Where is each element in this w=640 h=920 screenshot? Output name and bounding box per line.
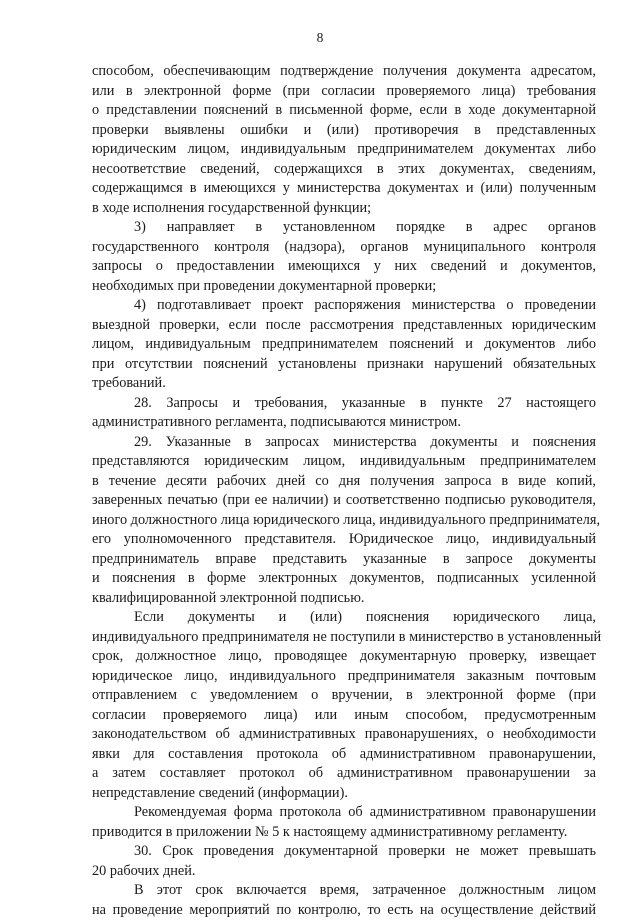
text-line: согласии проверяемого лица) или иным способом, предусмотренным — [92, 706, 596, 726]
text-line: в ходе исполнения государственной функции; — [92, 199, 596, 219]
document-body — [92, 62, 596, 920]
text-line: Если документы и (или) пояснения юридического лица, — [92, 608, 596, 628]
text-line: содержащимся в имеющихся у министерства документах и (или) полученным — [92, 179, 596, 199]
text-line: 29. Указанные в запросах министерства документы и пояснения — [92, 433, 596, 453]
text-line: приводится в приложении № 5 к настоящему административному регламенту. — [92, 823, 596, 843]
text-line: лицом, индивидуальным предпринимателем пояснений и документов либо — [92, 335, 596, 355]
text-line: необходимых при проведении документарной проверки; — [92, 277, 596, 297]
text-line: и пояснения в форме электронных документов, подписанных усиленной — [92, 569, 596, 589]
text-line: 4) подготавливает проект распоряжения министерства о проведении — [92, 296, 596, 316]
text-line: административного регламента, подписываются министром. — [92, 413, 596, 433]
text-line: требований. — [92, 374, 596, 394]
text-line: запросы о предоставлении имеющихся у них сведений и документов, — [92, 257, 596, 277]
text-line: представляются юридическим лицом, индивидуальным предпринимателем — [92, 452, 596, 472]
text-line: иного должностного лица юридического лица, индивидуального предпринимателя, — [92, 511, 596, 531]
text-line: юридическое лицо, индивидуального предпринимателя заказным почтовым — [92, 667, 596, 687]
text-line: государственного контроля (надзора), органов муниципального контроля — [92, 238, 596, 258]
text-line: 30. Срок проведения документарной проверки не может превышать — [92, 842, 596, 862]
text-line: квалифицированной электронной подписью. — [92, 589, 596, 609]
text-line: несоответствие сведений, содержащихся в этих документах, сведениям, — [92, 160, 596, 180]
text-line: проверки выявлены ошибки и (или) противоречия в представленных — [92, 121, 596, 141]
text-line: или в электронной форме (при согласии проверяемого лица) требования — [92, 82, 596, 102]
text-line: явки для составления протокола об административном правонарушении, — [92, 745, 596, 765]
text-line: на проведение мероприятий по контролю, то есть на осуществление действий — [92, 901, 596, 920]
text-line: отправлением с уведомлением о вручении, в электронной форме (при — [92, 686, 596, 706]
text-line: при отсутствии пояснений установлены признаки нарушений обязательных — [92, 355, 596, 375]
text-line: предприниматель вправе представить указанные в запросе документы — [92, 550, 596, 570]
text-line: заверенных печатью (при ее наличии) и соответственно подписью руководителя, — [92, 491, 596, 511]
text-line: способом, обеспечивающим подтверждение получения документа адресатом, — [92, 62, 596, 82]
text-line: непредставление сведений (информации). — [92, 784, 596, 804]
text-line: законодательством об административных правонарушениях, о необходимости — [92, 725, 596, 745]
text-line: выездной проверки, если после рассмотрения представленных юридическим — [92, 316, 596, 336]
text-line: юридическим лицом, индивидуальным предпринимателем документах либо — [92, 140, 596, 160]
text-line: в течение десяти рабочих дней со дня получения запроса в виде копий, — [92, 472, 596, 492]
text-line: 28. Запросы и требования, указанные в пункте 27 настоящего — [92, 394, 596, 414]
text-line: Рекомендуемая форма протокола об административном правонарушении — [92, 803, 596, 823]
text-line: срок, должностное лицо, проводящее документарную проверку, извещает — [92, 647, 596, 667]
text-line: о представлении пояснений в письменной форме, если в ходе документарной — [92, 101, 596, 121]
text-line: 20 рабочих дней. — [92, 862, 596, 882]
text-line: 3) направляет в установленном порядке в адрес органов — [92, 218, 596, 238]
text-line: В этот срок включается время, затраченное должностным лицом — [92, 881, 596, 901]
text-line: его уполномоченного представителя. Юридическое лицо, индивидуальный — [92, 530, 596, 550]
text-line: а затем составляет протокол об административном правонарушении за — [92, 764, 596, 784]
text-line: индивидуального предпринимателя не поступили в министерство в установленный — [92, 628, 596, 648]
page-number: 8 — [0, 30, 640, 46]
